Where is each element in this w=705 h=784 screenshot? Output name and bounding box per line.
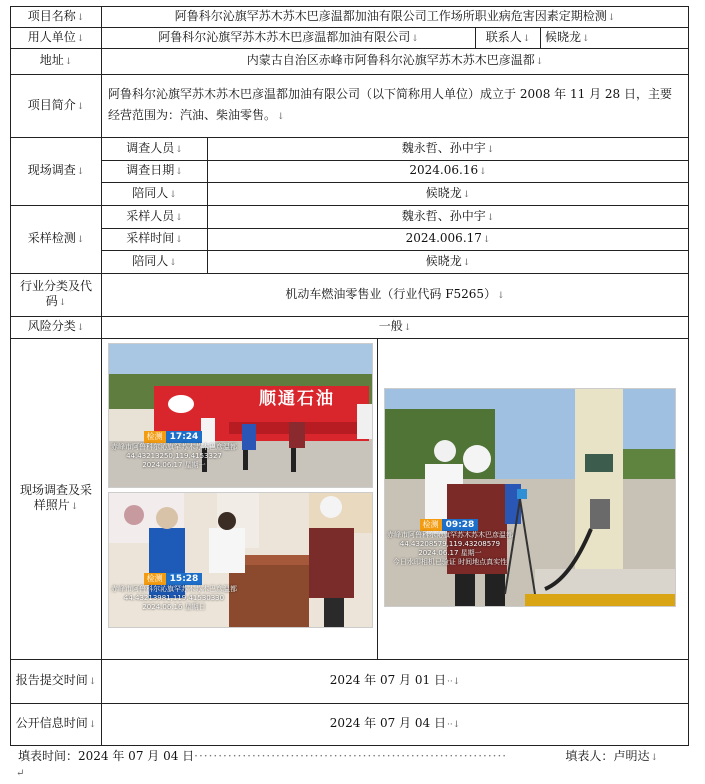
photo1-coords: 44.43213250,119.4153327: [126, 452, 222, 460]
survey-escort-label: 陪同人↓: [102, 183, 208, 206]
photos-label: 现场调查及采样照片↓: [11, 339, 102, 660]
contact-value: 候晓龙↓: [541, 28, 689, 49]
photo2-watermark: [109, 570, 237, 612]
photo-station-sign: [108, 343, 373, 488]
fill-time-label: 填表时间：: [18, 749, 79, 763]
sampling-label: 采样检测↓: [11, 206, 102, 274]
filler-value: 卢明达: [613, 749, 650, 763]
photo2-coords: 44.43213981,119.41530330: [123, 594, 225, 602]
photo-indoor-survey: [108, 492, 373, 628]
publish-date-value: 2024 年 07 月 04 日··↓: [102, 704, 689, 746]
report-form-table: [10, 6, 689, 746]
survey-staff-value: 魏永哲、孙中宇↓: [208, 138, 689, 161]
photo2-date: 2024.06.16 星期日: [142, 603, 206, 611]
paragraph-mark: ↵: [16, 768, 25, 779]
publish-date-label: 公开信息时间↓: [11, 704, 102, 746]
sampling-staff-value: 魏永哲、孙中宇↓: [208, 206, 689, 229]
photo2-time: 15:28: [166, 573, 203, 585]
intro-label: 项目简介↓: [11, 75, 102, 138]
report-date-label: 报告提交时间↓: [11, 660, 102, 704]
employer-value: 阿鲁科尔沁旗罕苏木苏木巴彦温都加油有限公司↓: [102, 28, 476, 49]
survey-label: 现场调查↓: [11, 138, 102, 206]
survey-staff-label: 调查人员↓: [102, 138, 208, 161]
report-date-value: 2024 年 07 月 01 日··↓: [102, 660, 689, 704]
photo-pump-sampling: [384, 388, 676, 607]
survey-escort-value: 候晓龙↓: [208, 183, 689, 206]
sampling-time-value: 2024.006.17↓: [208, 229, 689, 251]
photo3-location: 赤峰市阿鲁科尔沁旗罕苏木苏木巴彦温都: [387, 531, 513, 539]
photo-pump-sampling-image: [385, 389, 675, 606]
employer-label: 用人单位↓: [11, 28, 102, 49]
survey-date-label: 调查日期↓: [102, 161, 208, 183]
photo1-watermark: [109, 428, 237, 470]
photo1-date: 2024.06.17 星期一: [142, 461, 206, 469]
photo3-tag: 检测: [420, 519, 442, 531]
sampling-time-label: 采样时间↓: [102, 229, 208, 251]
sampling-escort-label: 陪同人↓: [102, 251, 208, 274]
photo2-location: 赤峰市阿鲁科尔沁旗罕苏木苏木巴彦温都: [111, 585, 237, 593]
risk-label: 风险分类↓: [11, 317, 102, 339]
photos-left-cell: [102, 339, 378, 660]
photo1-tag: 检测: [144, 431, 166, 443]
intro-value: 阿鲁科尔沁旗罕苏木苏木巴彦温都加油有限公司（以下简称用人单位）成立于 2008 年 11 月 28 日，主要经营范围为：汽油、柴油零售。↓: [102, 75, 689, 138]
survey-date-value: 2024.06.16↓: [208, 161, 689, 183]
contact-label: 联系人↓: [476, 28, 541, 49]
sampling-escort-value: 候晓龙↓: [208, 251, 689, 274]
filler-label: 填表人：: [565, 749, 614, 763]
address-value: 内蒙古自治区赤峰市阿鲁科尔沁旗罕苏木苏木巴彦温都↓: [102, 49, 689, 75]
fill-time-value: 2024 年 07 月 04 日: [78, 749, 195, 763]
industry-value: 机动车燃油零售业（行业代码 F5265）↓: [102, 274, 689, 317]
photo2-tag: 检测: [144, 573, 166, 585]
risk-value: 一般↓: [102, 317, 689, 339]
photo3-watermark: [385, 516, 513, 567]
photo1-time: 17:24: [166, 431, 203, 443]
industry-label: 行业分类及代码↓: [11, 274, 102, 317]
photo3-verify: 今日水印相机已验证 时间地点真实性: [392, 558, 508, 566]
address-label: 地址↓: [11, 49, 102, 75]
photos-right-cell: [378, 339, 689, 660]
photo1-location: 赤峰市阿鲁科尔沁旗罕苏木苏木巴彦温都: [111, 443, 237, 451]
form-footer: 填表时间：2024 年 07 月 04 日································································· 填表人：卢明达↓: [18, 749, 658, 763]
photo3-coords: 44.43208579,119.43208579: [399, 540, 501, 548]
sampling-staff-label: 采样人员↓: [102, 206, 208, 229]
station-sign-text: 顺通石油: [259, 389, 335, 409]
project-name-value: 阿鲁科尔沁旗罕苏木苏木巴彦温都加油有限公司工作场所职业病危害因素定期检测↓: [102, 7, 689, 28]
photo3-time: 09:28: [442, 519, 479, 531]
photo3-date: 2024.06.17 星期一: [418, 549, 482, 557]
project-name-label: 项目名称↓: [11, 7, 102, 28]
